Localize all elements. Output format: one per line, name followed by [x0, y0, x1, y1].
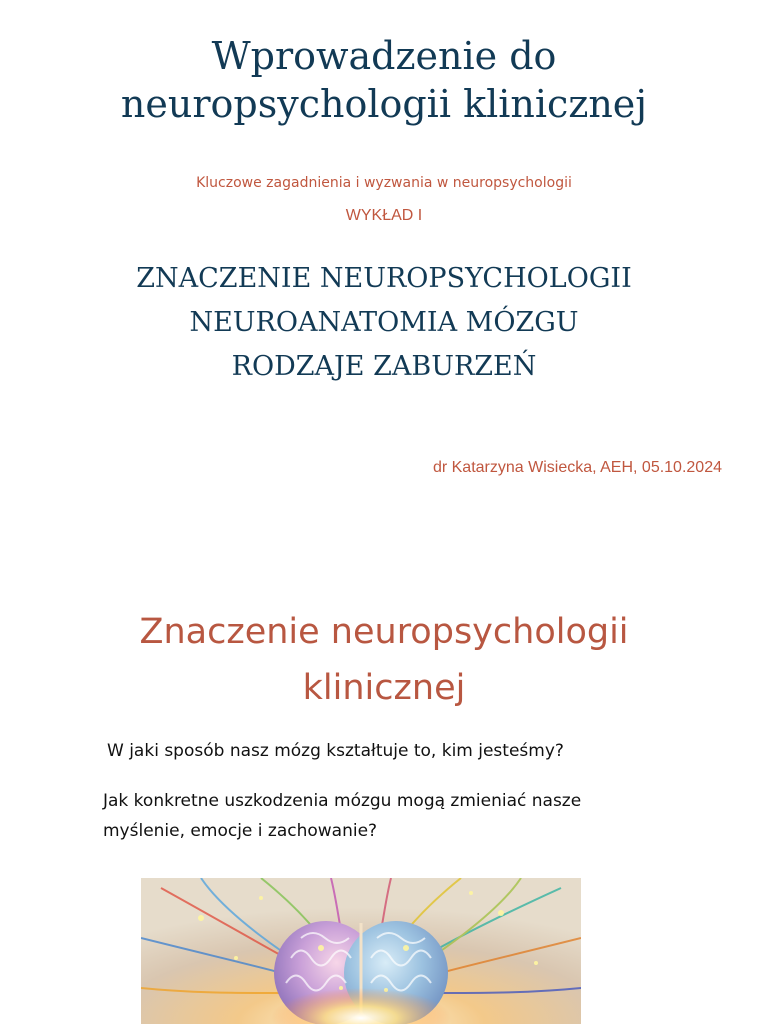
title-line-1: Wprowadzenie do: [211, 34, 557, 78]
section-title-line-2: klinicznej: [302, 668, 466, 708]
lecture-label: WYKŁAD I: [345, 207, 423, 224]
topic-item: RODZAJE ZABURZEŃ: [231, 351, 537, 382]
topic-item: ZNACZENIE NEUROPSYCHOLOGII: [136, 263, 632, 294]
brain-illustration: [141, 878, 581, 1024]
title-line-2: neuropsychologii klinicznej: [120, 82, 648, 126]
section-title: [0, 604, 768, 716]
question-1: W jaki sposób nasz mózg kształtuje to, kim jesteśmy?: [107, 741, 564, 761]
question-2: Jak konkretne uszkodzenia mózgu mogą zmieniać nasze myślenie, emocje i zachowanie?: [103, 791, 582, 841]
topics-list: [0, 257, 768, 389]
topic-item: NEUROANATOMIA MÓZGU: [189, 307, 579, 338]
brain-illustration-image: [141, 878, 581, 1024]
author-line: dr Katarzyna Wisiecka, AEH, 05.10.2024: [432, 459, 722, 476]
page-title: [0, 32, 768, 128]
subtitle: Kluczowe zagadnienia i wyzwania w neuropsychologii: [196, 175, 572, 191]
section-title-line-1: Znaczenie neuropsychologii: [139, 612, 629, 652]
